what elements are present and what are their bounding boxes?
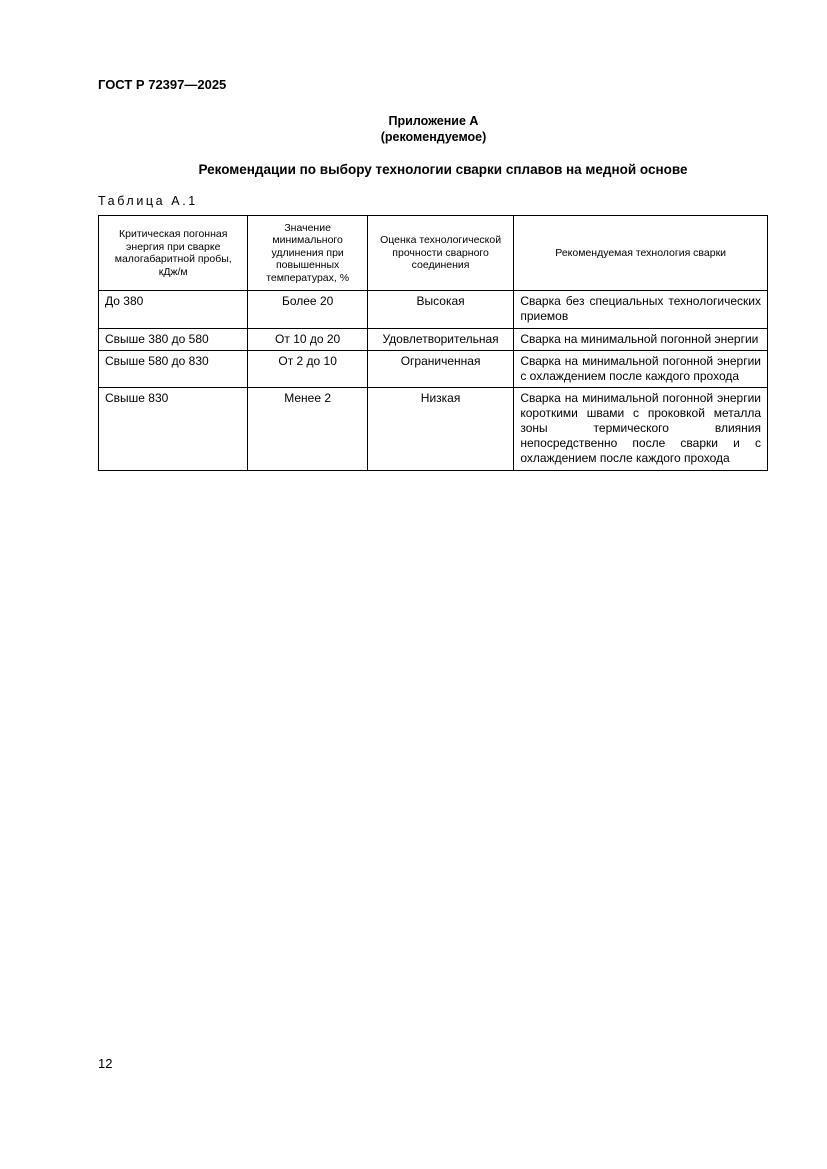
cell-elongation: От 2 до 10 bbox=[248, 351, 367, 388]
cell-elongation: От 10 до 20 bbox=[248, 329, 367, 351]
table-row bbox=[99, 291, 768, 329]
page-number: 12 bbox=[98, 1056, 113, 1071]
table-row bbox=[99, 351, 768, 388]
cell-strength: Низкая bbox=[367, 388, 514, 471]
cell-technology: Сварка без специальных технологических приемов bbox=[514, 291, 768, 329]
annex-title: Приложение А bbox=[388, 114, 479, 128]
cell-technology: Сварка на минимальной погонной энергии bbox=[514, 329, 768, 351]
cell-energy: Свыше 830 bbox=[99, 388, 248, 471]
column-header-energy: Критическая погонная энергия при сварке малогабаритной пробы, кДж/м bbox=[99, 216, 248, 291]
section-heading: Рекомендации по выбору технологии сварки сплавов на медной основе bbox=[198, 162, 688, 177]
table-caption: Таблица А.1 bbox=[98, 194, 198, 208]
column-header-strength: Оценка технологической прочности сварного соединения bbox=[367, 216, 514, 291]
table-row bbox=[99, 388, 768, 471]
table-row bbox=[99, 329, 768, 351]
cell-technology: Сварка на минимальной погонной энергии короткими швами с проковкой металла зоны термического влияния непосредственно после сварки и с охлаждением после каждого прохода bbox=[514, 388, 768, 471]
column-header-technology: Рекомендуемая технология сварки bbox=[514, 216, 768, 291]
cell-strength: Ограниченная bbox=[367, 351, 514, 388]
cell-strength: Высокая bbox=[367, 291, 514, 329]
cell-energy: Свыше 380 до 580 bbox=[99, 329, 248, 351]
column-header-elongation: Значение минимального удлинения при повышенных температурах, % bbox=[248, 216, 367, 291]
cell-elongation: Более 20 bbox=[248, 291, 367, 329]
standard-code: ГОСТ Р 72397—2025 bbox=[98, 77, 227, 92]
cell-strength: Удовлетворительная bbox=[367, 329, 514, 351]
recommendation-table bbox=[98, 215, 768, 471]
cell-technology: Сварка на минимальной погонной энергии с охлаждением после каждого прохода bbox=[514, 351, 768, 388]
cell-energy: Свыше 580 до 830 bbox=[99, 351, 248, 388]
annex-status: (рекомендуемое) bbox=[380, 130, 487, 144]
cell-energy: До 380 bbox=[99, 291, 248, 329]
cell-elongation: Менее 2 bbox=[248, 388, 367, 471]
table-header-row bbox=[99, 216, 768, 291]
